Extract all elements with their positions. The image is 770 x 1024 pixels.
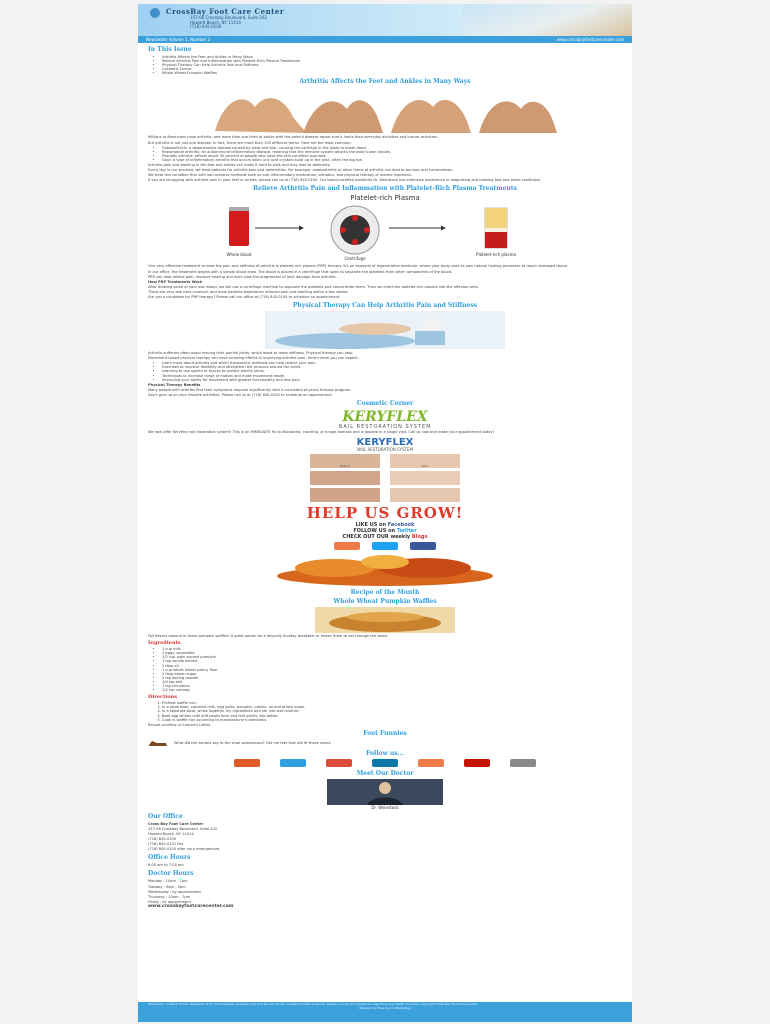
doctor-hours-heading: Doctor Hours <box>148 870 194 878</box>
doctor-hours-line: Monday : 10am - 7pm <box>148 879 188 884</box>
figure-label: Whole blood <box>226 252 252 258</box>
toc-list <box>148 55 622 75</box>
prp-process-diagram <box>185 204 585 262</box>
prp-paragraph: After drawing some of your own blood, we will use a centrifuge machine to separate the platelets and concentrate them. Then we inject the platelet-rich plasma into the affected area. <box>148 284 479 289</box>
ingredient-item: • 2 tbsp oil <box>162 664 622 668</box>
physical-therapy-photo <box>265 311 505 349</box>
blog-icon[interactable] <box>334 542 360 550</box>
twitter-icon[interactable] <box>280 759 306 767</box>
ingredient-item: • 1 cup whole wheat pastry flour <box>162 668 622 672</box>
arthritis-paragraph: Every day in our practice, we treat patients for arthritis pain and deformities. For example, osteoarthritis or other forms of arthritis can lead to bunions and hammertoes. <box>148 168 453 173</box>
direction-step: 2. In a large bowl, combine milk, egg yolks, pumpkin, vanilla, oil and brown sugar. <box>162 705 622 709</box>
recipe-section <box>138 589 632 727</box>
google-plus-icon[interactable] <box>326 759 352 767</box>
recipe-intro: Fall flavors abound in these pumpkin waffles! A great option for a leisurely Sunday breakfast or freeze them to eat through the week. <box>148 634 389 639</box>
ingredient-item: • 2 tsp baking powder <box>162 676 622 680</box>
recipe-heading: Recipe of the Month <box>350 589 420 597</box>
recipe-title: Whole Wheat Pumpkin Waffles <box>333 598 437 606</box>
prp-figure-title: Platelet-rich Plasma <box>350 194 420 203</box>
pt-paragraph: Arthritis sufferers often avoid moving their painful joints, which leads to more stiffness. Physical therapy can help. <box>148 351 354 356</box>
pt-list <box>148 361 622 381</box>
logo-icon <box>150 8 160 18</box>
arthritis-paragraph: Millions of Americans have arthritis, and more than one-third of adults with the painful disease report that it limits their everyday activities and leisure activities. <box>148 135 438 140</box>
ingredient-item: • 1/4 tsp salt <box>162 680 622 684</box>
directions-heading: Directions <box>148 694 178 701</box>
list-item: • Techniques to increase range of motion and make movement easier. <box>162 374 622 378</box>
office-hours: 8:00 am to 7:00 pm <box>148 863 184 868</box>
office-heading: Our Office <box>148 812 183 820</box>
facebook-link[interactable]: Facebook <box>387 522 415 529</box>
doctor-hours-line: Thursday : 10am - 7pm <box>148 894 191 899</box>
office-website-link[interactable]: www.crossbayfootcarecenter.com <box>148 903 234 909</box>
figure-label: Platelet-rich plasma <box>476 252 516 258</box>
pt-paragraph: Many people with arthritis find their symptoms improve significantly with a consistent physical therapy program. <box>148 387 352 392</box>
before-label: Before <box>340 464 350 469</box>
header-address: 157-06 Crossbay Boulevard, Suite 202 Howard Beach, NY 11414 (718) 845-0100 <box>190 15 267 30</box>
office-street: 157-06 Crossbay Boulevard, Suite 202 <box>148 826 218 831</box>
doctor-hours-line: Wednesday : by appointment <box>148 889 201 894</box>
arthritis-types-list <box>148 146 622 162</box>
website-link[interactable]: www.crossbayfootcarecenter.com <box>556 37 624 42</box>
volume-label: Newsletter Volume 1, Number 2 <box>146 37 211 42</box>
before-after-photos <box>310 454 460 502</box>
office-section <box>138 813 632 909</box>
doctor-heading: Meet Our Doctor <box>356 769 414 777</box>
ingredients-heading: Ingredients <box>148 640 181 647</box>
pt-subheading: Physical Therapy Benefits <box>148 382 201 387</box>
shoe-icon <box>148 739 168 747</box>
prp-paragraph: There are very few risks involved, and most patients experience reduced pain and swelling within a few weeks. <box>148 289 349 294</box>
prp-heading: Relieve Arthritis Pain and Inflammation with Platelet-Rich Plasma Treatments <box>253 185 517 193</box>
list-item: • Learn more about arthritis and which therapeutic methods can help relieve your pain. <box>162 361 622 365</box>
cosmetic-heading: Cosmetic Corner <box>356 400 414 407</box>
email-icon[interactable] <box>510 759 536 767</box>
newsletter-footer <box>138 1002 632 1022</box>
list-item: • Osteoarthritis: a degenerative disease caused by wear and tear, causing the cartilage in the joints to break down. <box>162 146 622 150</box>
funnies-section <box>138 730 632 747</box>
doctor-photo <box>327 779 443 805</box>
arthritis-paragraph: But arthritis is not just one disease. In fact, there are more than 100 different forms. Here are the most common: <box>148 140 352 145</box>
pumpkin-waffles-photo <box>315 607 455 633</box>
yelp-icon[interactable] <box>464 759 490 767</box>
directions-list <box>148 701 622 721</box>
direction-step: 3. In a separate bowl, whisk together dry ingredients and stir into wet mixture. <box>162 709 622 713</box>
ingredient-item: • 1 cup milk <box>162 647 622 651</box>
doctor-name: Dr. Weinstock <box>371 804 399 810</box>
doctor-hours-line: Friday : by appointment <box>148 899 191 904</box>
grow-heading: HELP US GROW! <box>306 504 464 523</box>
practice-title: CrossBay Foot Care Center <box>166 7 285 16</box>
doctor-section <box>138 770 632 810</box>
pt-paragraph: Don't give up on your favorite activities. Please call us at (718) 845-0100 to schedule an appointment. <box>148 392 333 397</box>
blog-line: CHECK OUT OUR weekly Blogs <box>342 534 428 541</box>
arthritis-paragraph: We treat this condition first with non-invasive methods such as anti-inflammatory medication, orthotics, and physical therapy or steroid injections. <box>148 173 413 178</box>
list-item: • Psoriatic arthritis: affects about 30 percent of people who have the skin condition psoriasis. <box>162 154 622 158</box>
figure-label: Centrifuge <box>344 256 366 262</box>
office-after-hours: (718) 845-0100 after hour emergencies <box>148 847 220 852</box>
linkedin-icon[interactable] <box>372 759 398 767</box>
funnies-heading: Foot Funnies <box>363 729 407 737</box>
blog-icon[interactable] <box>418 759 444 767</box>
follow-section <box>138 750 632 767</box>
ingredient-item: • 2 tbsp brown sugar <box>162 672 622 676</box>
footer-disclaimer: Disclaimer: Content of this newsletter is for informational purposes only and should not be considered medical advice. Please consult your physician regarding any health concerns. Copyright Cross Bay Foot Care Center. <box>148 1002 478 1006</box>
funnies-joke: What did the zombie say to the shoe salesperson? Get me feet that will fit these shoes. <box>174 740 332 745</box>
volume-bar <box>138 36 632 43</box>
blogs-link[interactable]: Blogs <box>411 534 428 541</box>
direction-step: 1. Preheat waffle iron. <box>162 701 622 705</box>
twitter-icon[interactable] <box>372 542 398 550</box>
follow-icons <box>148 759 622 767</box>
list-item: • Improving your ability for movement with greater functionality and less pain. <box>162 378 622 382</box>
newsletter <box>138 4 632 1022</box>
pt-section <box>138 302 632 397</box>
keryflex-logo: KERYFLEX NAIL RESTORATION SYSTEM <box>338 409 432 430</box>
ingredient-item: • 1 tsp cinnamon <box>162 684 622 688</box>
toc-item[interactable]: • Cosmetic Corner <box>162 67 622 71</box>
ingredient-item: • 1 tsp vanilla extract <box>162 659 622 663</box>
prp-paragraph: PRP can help relieve pain, improve healing and even slow the progression of joint damage from arthritis. <box>148 274 337 279</box>
pt-paragraph: Movement-based physical therapy can have amazing effects in improving arthritis pain. Here's what you can expect: <box>148 356 359 361</box>
list-item: • Exercises to improve flexibility and strengthen the muscles around the joints. <box>162 365 622 369</box>
list-item: • Rheumatoid arthritis: an autoimmune inflammatory disease, meaning that the immune system attacks the body's own tissues. <box>162 150 622 154</box>
list-item: • Learning to use splints or braces to protect painful joints. <box>162 369 622 373</box>
follow-heading: Follow us... <box>366 749 404 757</box>
twitter-link[interactable]: Twitter <box>396 528 417 535</box>
prp-paragraph: In our office, the treatment begins with a simple blood draw. The blood is placed in a centrifuge that spins to separate the platelets from other components of the blood. <box>148 269 453 274</box>
keryflex-logo-small: KERYFLEX NAIL RESTORATION SYSTEM <box>356 437 414 453</box>
footer-credit[interactable]: Powered by Blue Sound Marketing <box>359 1005 411 1010</box>
prp-section <box>138 185 632 299</box>
arthritis-section <box>138 78 632 182</box>
like-us-line: LIKE US on Facebook <box>355 522 415 529</box>
doctor-hours-line: Tuesday : 9am - 5pm <box>148 884 186 889</box>
recipe-credit: Recipe courtesy of Lauren's Latest <box>148 722 211 727</box>
after-label: After <box>421 464 429 469</box>
ingredients-list <box>148 647 622 692</box>
cosmetic-section <box>138 400 632 502</box>
ingredient-item: • 1/2 cup plain pureed pumpkin <box>162 655 622 659</box>
social-section <box>138 504 632 586</box>
cosmetic-paragraph: We now offer Keryflex nail restoration system! This is an IMMEDIATE fix to discolored, cracking, or fungal toenails and is applied in a single visit. Call us now and make your appointment today! <box>148 430 495 434</box>
toc-item[interactable]: • Whole Wheat Pumpkin Waffles <box>162 71 622 75</box>
direction-step: 4. Beat egg whites until stiff peaks form and fold gently into batter. <box>162 714 622 718</box>
pt-heading: Physical Therapy Can Help Arthritis Pain and Stiffness <box>292 302 478 310</box>
arthritis-paragraph: If you are struggling with arthritis pain in your feet or ankles, please call us at (718) 845-0100. Our board-certified podiatrist Dr. Weinstock has extensive experience in diagnosing and treating foot and ankle conditions. <box>148 178 542 183</box>
grow-social-icons <box>148 542 622 550</box>
arthritis-heading: Arthritis Affects the Feet and Ankles in Many Ways <box>299 78 471 86</box>
office-fax: (718) 845-0101 Fax <box>148 842 184 847</box>
beach-photo <box>462 4 632 36</box>
newsletter-header <box>138 4 632 36</box>
toc-item[interactable]: • Physical Therapy Can Help Arthritis Pain and Stiffness <box>162 63 622 67</box>
toc-item[interactable]: • Arthritis Affects the Feet and Ankles in Many Ways <box>162 55 622 59</box>
office-name: Cross Bay Foot Care Center <box>148 821 204 826</box>
facebook-icon[interactable] <box>410 542 436 550</box>
prp-paragraph: One very effective treatment to ease the pain and stiffness of arthritis is platelet-rich plasma (PRP) therapy. It's an example of regenerative medicine, where your body uses its own natural healing processes to repair damaged tissue. <box>148 264 569 269</box>
toc-item[interactable]: • Relieve Arthritis Pain and Inflammation with Platelet-Rich Plasma Treatments <box>162 59 622 63</box>
arthritic-hands-photo <box>195 87 575 133</box>
prp-subheading: How PRP Treatments Work <box>148 279 203 284</box>
arthritis-paragraph: Arthritis pain and swelling in the feet and ankles can make it hard to walk and may lead to deformity. <box>148 163 331 168</box>
office-city: Howard Beach, NY 11414 <box>148 831 194 836</box>
facebook-icon[interactable] <box>234 759 260 767</box>
office-hours-heading: Office Hours <box>148 854 191 862</box>
toc-heading: In This Issue <box>148 46 192 53</box>
ingredient-item: • 2 eggs, separated <box>162 651 622 655</box>
toc-section <box>138 46 632 75</box>
office-phone[interactable]: (718) 845-0100 <box>148 837 177 842</box>
follow-us-line: FOLLOW US on Twitter <box>353 528 417 535</box>
autumn-leaves-photo <box>275 552 495 586</box>
list-item: • Gout: a type of inflammatory arthritis that occurs when uric acid crystals build up in the joint, often the big toe. <box>162 158 622 162</box>
ingredient-item: • 1/4 tsp nutmeg <box>162 688 622 692</box>
prp-paragraph: Are you a candidate for PRP therapy? Please call our office at (718) 845-0100 to schedule an appointment. <box>148 294 341 299</box>
direction-step: 5. Cook in waffle iron according to manufacturer's directions. <box>162 718 622 722</box>
